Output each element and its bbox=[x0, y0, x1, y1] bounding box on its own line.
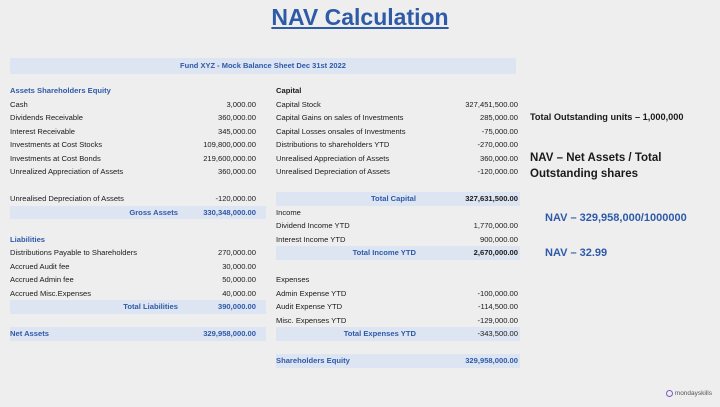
table-row: Capital Gains on sales of Investments 285,000.00 bbox=[276, 113, 518, 122]
table-row: Capital Stock 327,451,500.00 bbox=[276, 99, 518, 109]
sheet-title: Fund XYZ - Mock Balance Sheet Dec 31st 2022 bbox=[10, 58, 516, 74]
table-row: Unrealised Depreciation of Assets -120,000.00 bbox=[276, 167, 518, 176]
table-row: Accrued Admin fee 50,000.00 bbox=[10, 275, 256, 284]
table-row: Distributions Payable to Shareholders 270,000.00 bbox=[10, 248, 256, 257]
table-row: Interest Income YTD 900,000.00 bbox=[276, 234, 518, 244]
logo-text: mondayskills bbox=[674, 390, 712, 397]
table-row: Dividend Income YTD 1,770,000.00 bbox=[276, 221, 518, 230]
total-liabilities-row: Total Liabilities 390,000.00 bbox=[10, 300, 266, 314]
total-capital-row: Total Capital 327,631,500.00 bbox=[276, 192, 520, 206]
nav-calculation: NAV – 329,958,000/1000000 bbox=[545, 212, 687, 224]
table-row: Dividends Receivable 360,000.00 bbox=[10, 113, 256, 122]
balance-sheet bbox=[6, 58, 520, 365]
capital-table bbox=[276, 84, 520, 368]
table-row: Unrealised Appreciation of Assets 360,000.00 bbox=[276, 153, 518, 163]
table-row: Misc. Expenses YTD -129,000.00 bbox=[276, 315, 518, 325]
table-row: Admin Expense YTD -100,000.00 bbox=[276, 288, 518, 298]
outstanding-units: Total Outstanding units – 1,000,000 bbox=[530, 112, 684, 122]
table-row: Distributions to shareholders YTD -270,000.00 bbox=[276, 140, 518, 149]
table-row: Unrealized Appreciation of Assets 360,000.00 bbox=[10, 167, 256, 176]
nav-result: NAV – 32.99 bbox=[545, 247, 608, 259]
total-income-row: Total Income YTD 2,670,000.00 bbox=[276, 246, 520, 260]
nav-formula: NAV – Net Assets / Total Outstanding shares bbox=[530, 152, 662, 180]
table-row: Investments at Cost Stocks 109,800,000.00 bbox=[10, 140, 256, 149]
table-row: Accrued Audit fee 30,000.00 bbox=[10, 261, 256, 271]
total-expenses-row: Total Expenses YTD -343,500.00 bbox=[276, 327, 520, 341]
expenses-header: Expenses bbox=[276, 275, 310, 284]
table-row: Interest Receivable 345,000.00 bbox=[10, 126, 256, 136]
table-row: Cash 3,000.00 bbox=[10, 99, 256, 109]
brand-logo bbox=[666, 390, 712, 397]
shareholders-equity-row: Shareholders Equity 329,958,000.00 bbox=[276, 354, 520, 368]
table-row: Accrued Misc.Expenses 40,000.00 bbox=[10, 288, 256, 298]
gross-assets-row: Gross Assets 330,348,000.00 bbox=[10, 206, 266, 220]
logo-icon bbox=[666, 390, 673, 397]
page-title: NAV Calculation bbox=[271, 4, 449, 30]
table-row: Investments at Cost Bonds 219,600,000.00 bbox=[10, 153, 256, 163]
table-row: Unrealised Depreciation of Assets -120,000.00 bbox=[10, 194, 256, 203]
income-header: Income bbox=[276, 207, 301, 217]
net-assets-row: Net Assets 329,958,000.00 bbox=[10, 327, 266, 341]
table-row: Audit Expense YTD -114,500.00 bbox=[276, 302, 518, 311]
capital-header: Capital bbox=[276, 86, 302, 95]
liabilities-header: Liabilities bbox=[10, 234, 46, 244]
table-row: Capital Losses onsales of Investments -75,000.00 bbox=[276, 126, 518, 136]
assets-header: Assets Shareholders Equity bbox=[10, 86, 111, 95]
assets-table bbox=[10, 84, 266, 341]
